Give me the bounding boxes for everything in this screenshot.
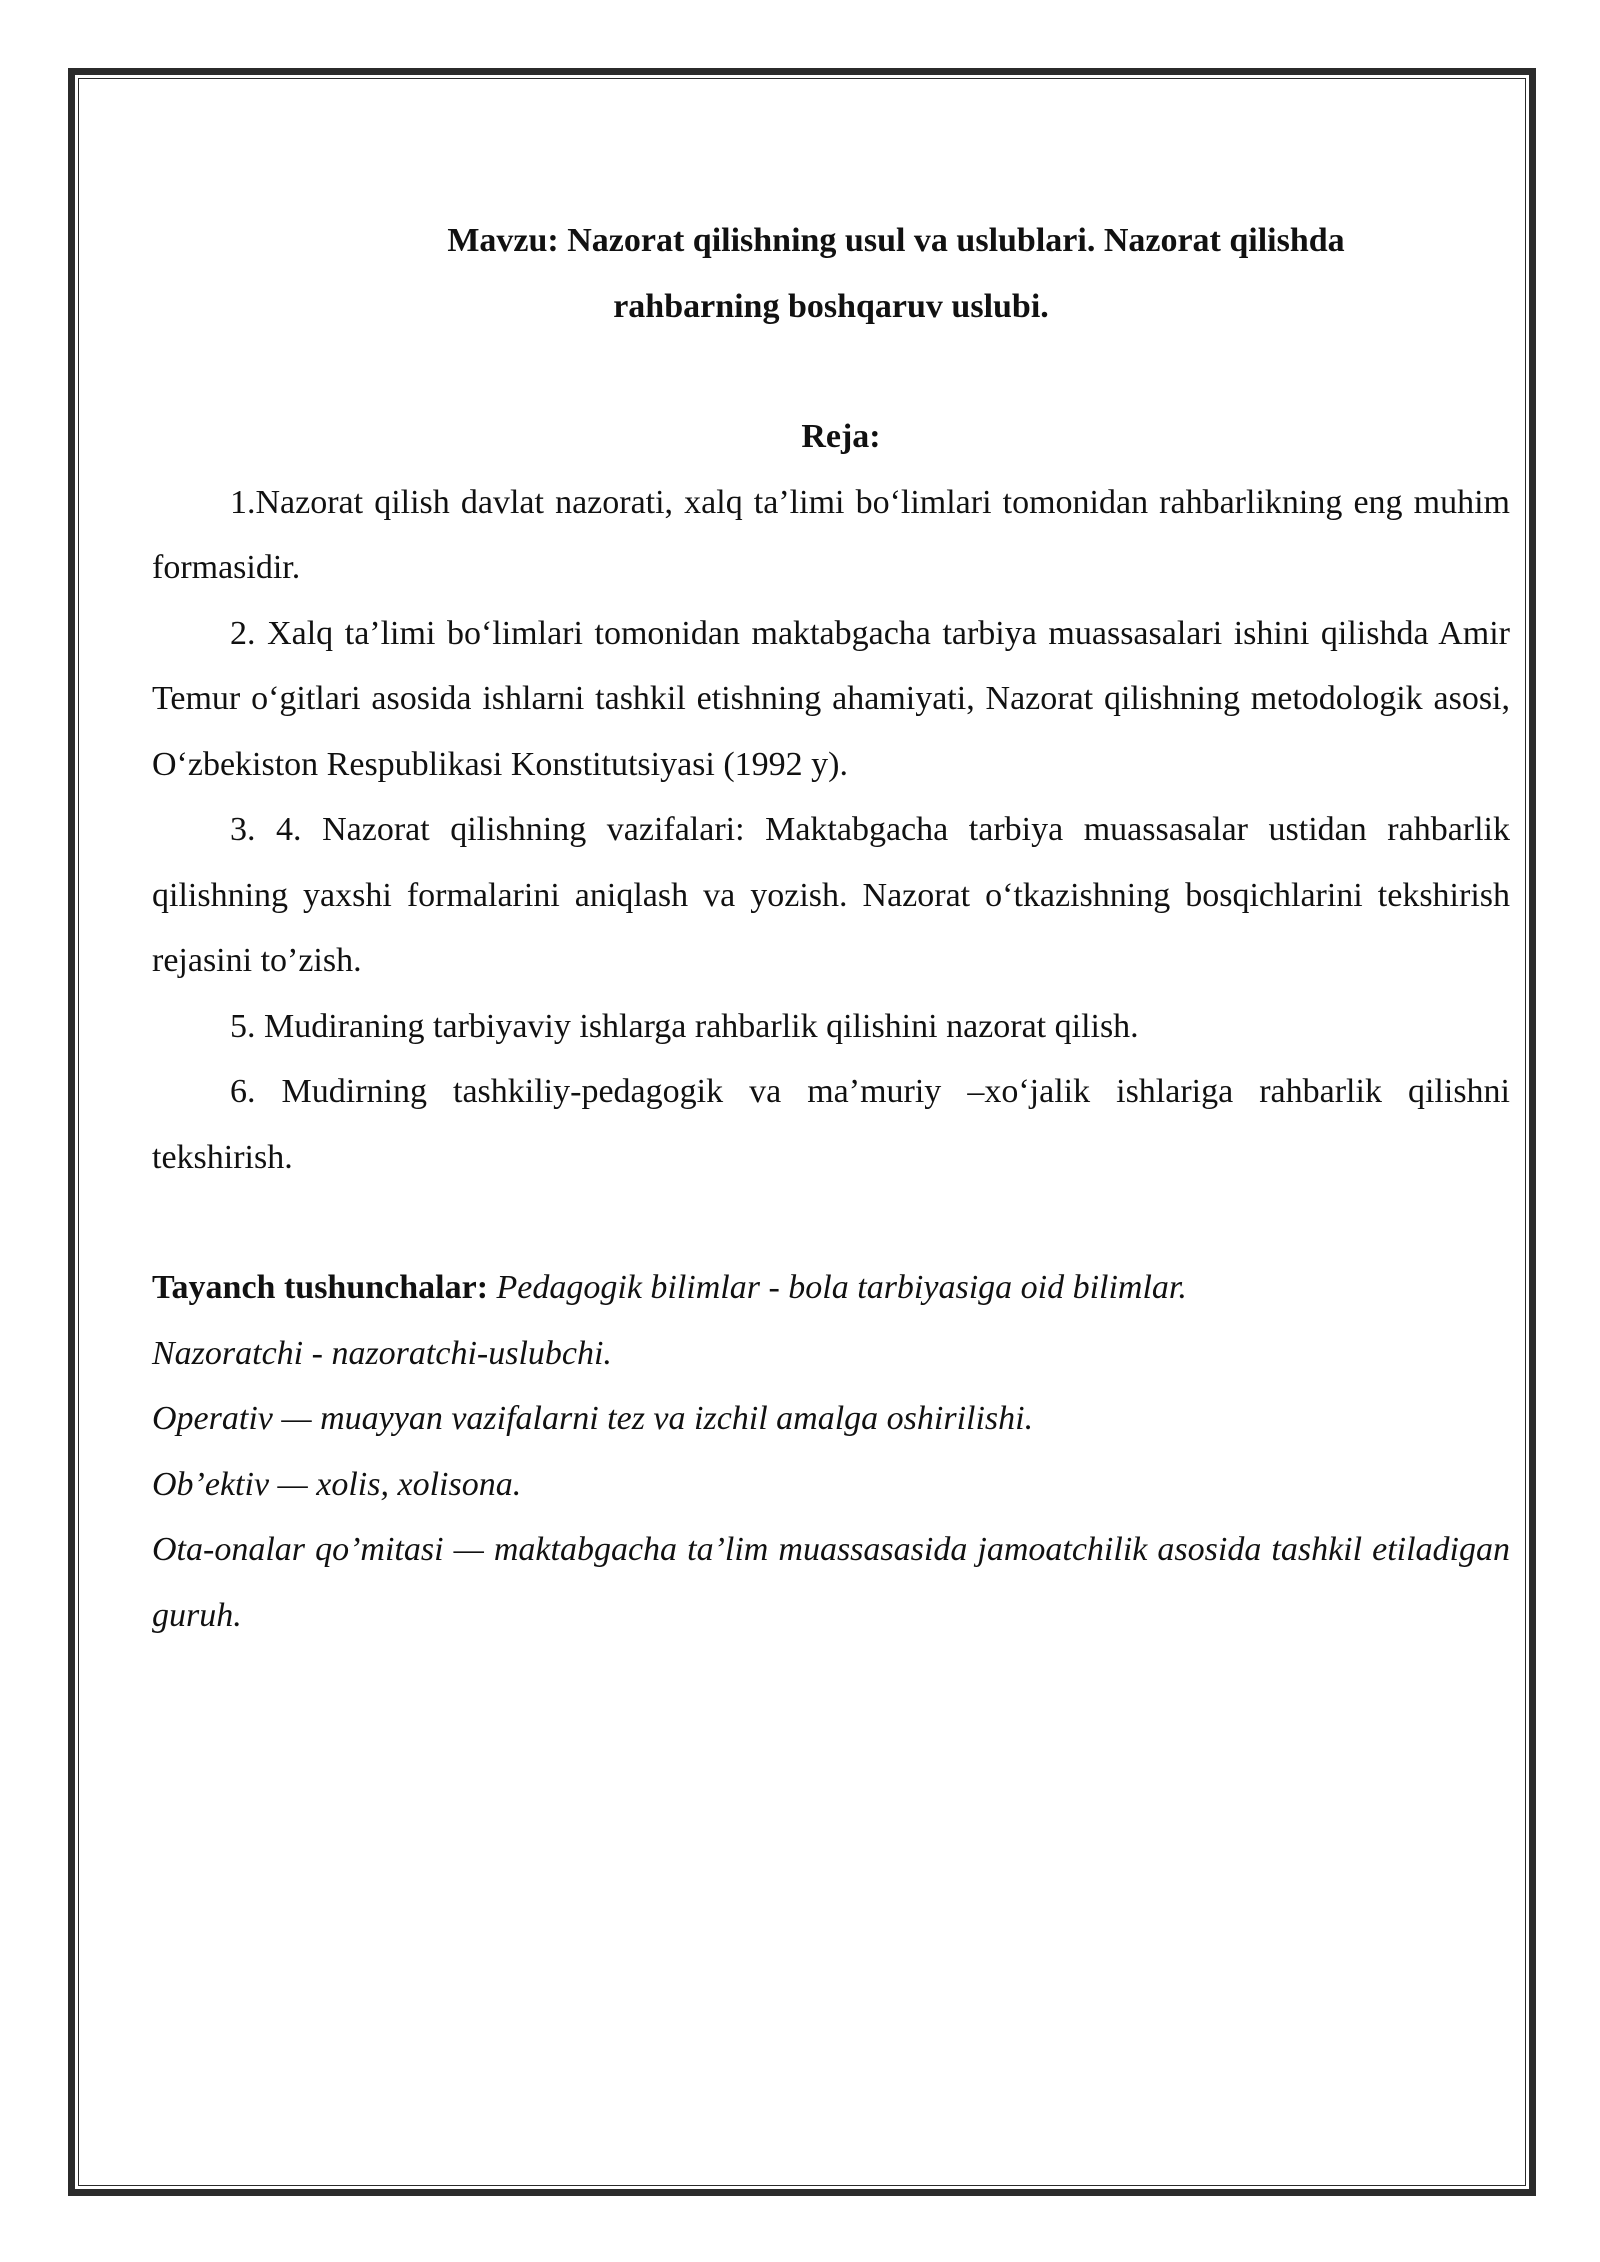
concept-text: Pedagogik bilimlar - bola tarbiyasiga oid bilimlar. (488, 1269, 1187, 1306)
plan-item: 5. Mudiraning tarbiyaviy ishlarga rahbarlik qilishini nazorat qilish. (230, 1007, 1139, 1045)
title-line-2: rahbarning boshqaruv uslubi. (613, 287, 1049, 325)
concept-line: Ob’ektiv — xolis, xolisona. (152, 1465, 522, 1503)
concepts-label: Tayanch tushunchalar: (152, 1269, 489, 1306)
concept-line: Ota-onalar qo’mitasi — maktabgacha ta’lim muassasasida jamoatchilik asosida tashkil etiladigan guruh. (152, 1531, 1510, 1634)
key-concepts (152, 1255, 1510, 1648)
plan-item: 3. 4. Nazorat qilishning vazifalari: Maktabgacha tarbiya muassasalar ustidan rahbarlik qilishning yaxshi formalarini aniqlash va yozish. Nazorat o‘tkazishning bosqichlarini tekshirish rejasini to’zish. (152, 811, 1510, 979)
concept-line: Nazoratchi - nazoratchi-uslubchi. (152, 1334, 612, 1372)
title-line-1: Mavzu: Nazorat qilishning usul va uslublari. Nazorat qilishda (447, 222, 1345, 259)
plan-item: 1.Nazorat qilish davlat nazorati, xalq ta’limi bo‘limlari tomonidan rahbarlikning eng muhim formasidir. (152, 483, 1510, 586)
plan-item: 6. Mudirning tashkiliy-pedagogik va ma’muriy –xo‘jalik ishlariga rahbarlik qilishni tekshirish. (152, 1073, 1510, 1176)
plan-list (152, 470, 1510, 1191)
plan-item: 2. Xalq ta’limi bo‘limlari tomonidan maktabgacha tarbiya muassasalari ishini qilishda Amir Temur o‘gitlari asosida ishlarni tashkil etishning ahamiyati, Nazorat qilishning metodologik asosi, O‘zbekiston Respublikasi Konstitutsiyasi (1992 y). (152, 614, 1510, 783)
document-body (152, 208, 1510, 1648)
document-title (152, 208, 1510, 339)
concept-line (152, 1255, 1510, 1321)
plan-heading: Reja: (801, 418, 881, 455)
concept-line: Operativ — muayyan vazifalarni tez va izchil amalga oshirilishi. (152, 1400, 1034, 1437)
